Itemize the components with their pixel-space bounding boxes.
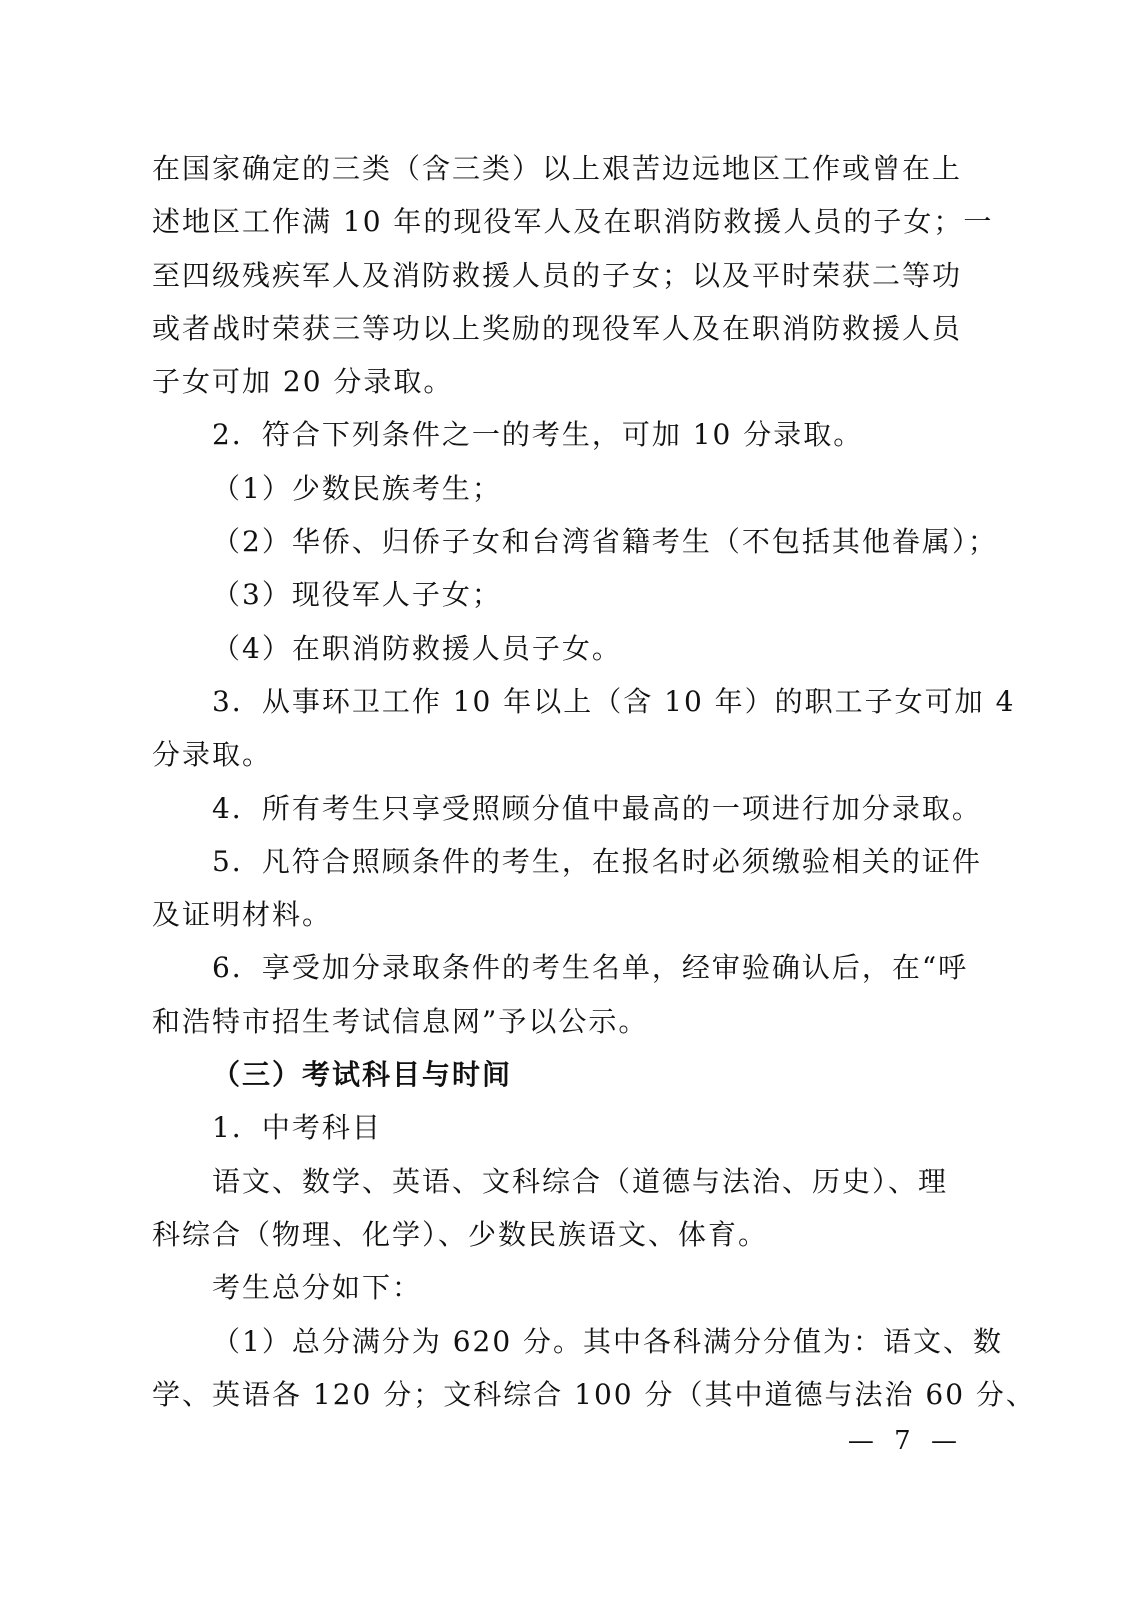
list-item: （2）华侨、归侨子女和台湾省籍考生（不包括其他眷属）； — [212, 525, 998, 559]
paragraph-line: 或者战时荣获三等功以上奖励的现役军人及在职消防救援人员 — [152, 311, 963, 345]
paragraph-line: 语文、数学、英语、文科综合（道德与法治、历史）、理 — [212, 1164, 949, 1198]
paragraph-line: 至四级残疾军人及消防救援人员的子女；以及平时荣获二等功 — [152, 258, 963, 292]
list-item: 6．享受加分录取条件的考生名单，经审验确认后，在“呼 — [212, 951, 969, 985]
paragraph-line: 子女可加 20 分录取。 — [152, 365, 454, 399]
paragraph-line: 科综合（物理、化学）、少数民族语文、体育。 — [152, 1217, 769, 1251]
list-item: 2．符合下列条件之一的考生，可加 10 分录取。 — [212, 418, 864, 452]
list-item: 4．所有考生只享受照顾分值中最高的一项进行加分录取。 — [212, 791, 982, 825]
paragraph-line: 及证明材料。 — [152, 898, 333, 932]
list-item: 3．从事环卫工作 10 年以上（含 10 年）的职工子女可加 4 — [212, 684, 1016, 718]
section-heading: （三）考试科目与时间 — [212, 1058, 513, 1092]
paragraph-line: 在国家确定的三类（含三类）以上艰苦边远地区工作或曾在上 — [152, 152, 963, 185]
list-item: 5．凡符合照顾条件的考生，在报名时必须缴验相关的证件 — [212, 844, 982, 878]
paragraph-line: 分录取。 — [152, 738, 273, 772]
paragraph-line: 考生总分如下： — [212, 1271, 423, 1305]
list-item: （1）少数民族考生； — [212, 471, 502, 505]
list-item: （4）在职消防救援人员子女。 — [212, 631, 622, 665]
body-text — [152, 142, 1036, 1421]
paragraph-line: 和浩特市招生考试信息网”予以公示。 — [152, 1004, 649, 1038]
page-number: — 7 — — [847, 1426, 963, 1456]
paragraph-line: 学、英语各 120 分；文科综合 100 分（其中道德与法治 60 分、 — [152, 1377, 1036, 1411]
list-item: （3）现役军人子女； — [212, 578, 502, 612]
list-item: （1）总分满分为 620 分。其中各科满分分值为：语文、数 — [212, 1324, 1004, 1358]
subsection-heading: 1．中考科目 — [212, 1111, 382, 1145]
paragraph-line: 述地区工作满 10 年的现役军人及在职消防救援人员的子女；一 — [152, 205, 994, 239]
